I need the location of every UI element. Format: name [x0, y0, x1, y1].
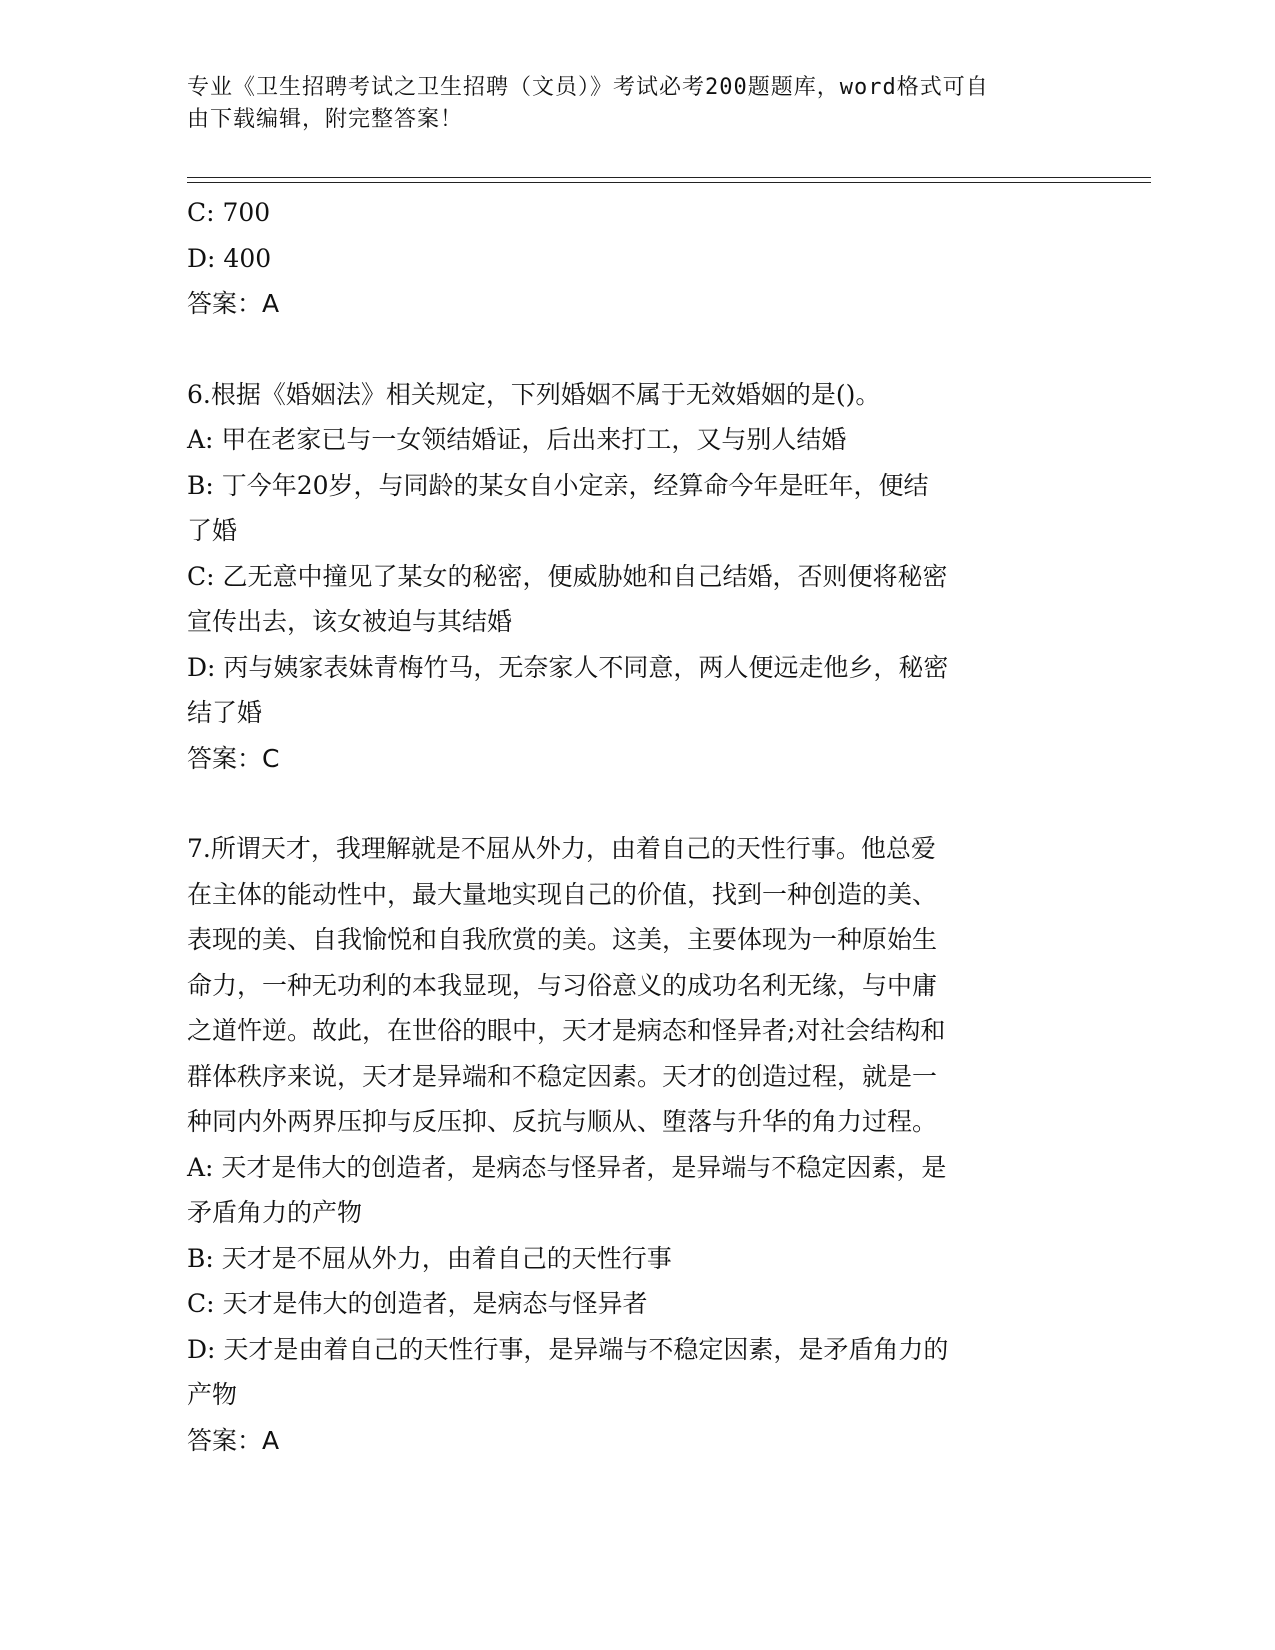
document-header	[187, 72, 1067, 136]
q6-option-d-line-1: D: 丙与姨家表妹青梅竹马，无奈家人不同意，两人便远走他乡，秘密	[187, 652, 949, 682]
q7-answer: 答案：A	[187, 1425, 280, 1455]
q7-option-c: C: 天才是伟大的创造者，是病态与怪异者	[187, 1289, 648, 1318]
q7-stem-line-1: 7.所谓天才，我理解就是不屈从外力，由着自己的天性行事。他总爱	[187, 834, 936, 863]
q6-option-c-line-2: 宣传出去，该女被迫与其结婚	[187, 607, 513, 636]
q7-stem-line-7: 种同内外两界压抑与反压抑、反抗与顺从、堕落与升华的角力过程。	[187, 1107, 938, 1136]
header-divider-bottom	[187, 182, 1151, 183]
prev-option-c: C: 700	[187, 198, 271, 227]
q7-option-d-line-1: D: 天才是由着自己的天性行事，是异端与不稳定因素，是矛盾角力的	[187, 1334, 949, 1364]
q6-option-a: A: 甲在老家已与一女领结婚证，后出来打工，又与别人结婚	[187, 425, 847, 454]
header-divider-top	[187, 177, 1151, 178]
q7-option-b: B: 天才是不屈从外力，由着自己的天性行事	[187, 1243, 672, 1273]
q7-stem-line-4: 命力，一种无功利的本我显现，与习俗意义的成功名利无缘，与中庸	[187, 970, 938, 1000]
q6-option-c-line-1: C: 乙无意中撞见了某女的秘密，便威胁她和自己结婚，否则便将秘密	[187, 561, 948, 591]
q6-stem: 6.根据《婚姻法》相关规定，下列婚姻不属于无效婚姻的是()。	[187, 379, 881, 409]
q6-option-b-line-2: 了婚	[187, 516, 238, 545]
spacer	[187, 781, 1067, 826]
q6-option-b-line-1: B: 丁今年20岁，与同龄的某女自小定亲，经算命今年是旺年，便结	[187, 470, 929, 500]
prev-answer: 答案：A	[187, 289, 280, 318]
q7-stem-line-5: 之道忤逆。故此，在世俗的眼中，天才是病态和怪异者;对社会结构和	[187, 1016, 946, 1045]
q7-stem-line-2: 在主体的能动性中，最大量地实现自己的价值，找到一种创造的美、	[187, 879, 938, 909]
header-line-2: 由下载编辑，附完整答案！	[187, 107, 464, 132]
prev-option-d: D: 400	[187, 243, 272, 273]
q7-option-a-line-1: A: 天才是伟大的创造者，是病态与怪异者，是异端与不稳定因素，是	[187, 1152, 947, 1182]
q7-option-d-line-2: 产物	[187, 1380, 238, 1409]
q6-option-d-line-2: 结了婚	[187, 698, 263, 727]
q7-option-a-line-2: 矛盾角力的产物	[187, 1198, 363, 1227]
q7-stem-line-3: 表现的美、自我愉悦和自我欣赏的美。这美，主要体现为一种原始生	[187, 925, 938, 954]
header-line-1: 专业《卫生招聘考试之卫生招聘（文员）》考试必考200题题库，word格式可自	[187, 75, 989, 100]
q6-answer: 答案：C	[187, 743, 280, 773]
q7-stem-line-6: 群体秩序来说，天才是异端和不稳定因素。天才的创造过程，就是一	[187, 1061, 938, 1091]
spacer	[187, 327, 1067, 372]
document-body	[187, 190, 1067, 1463]
